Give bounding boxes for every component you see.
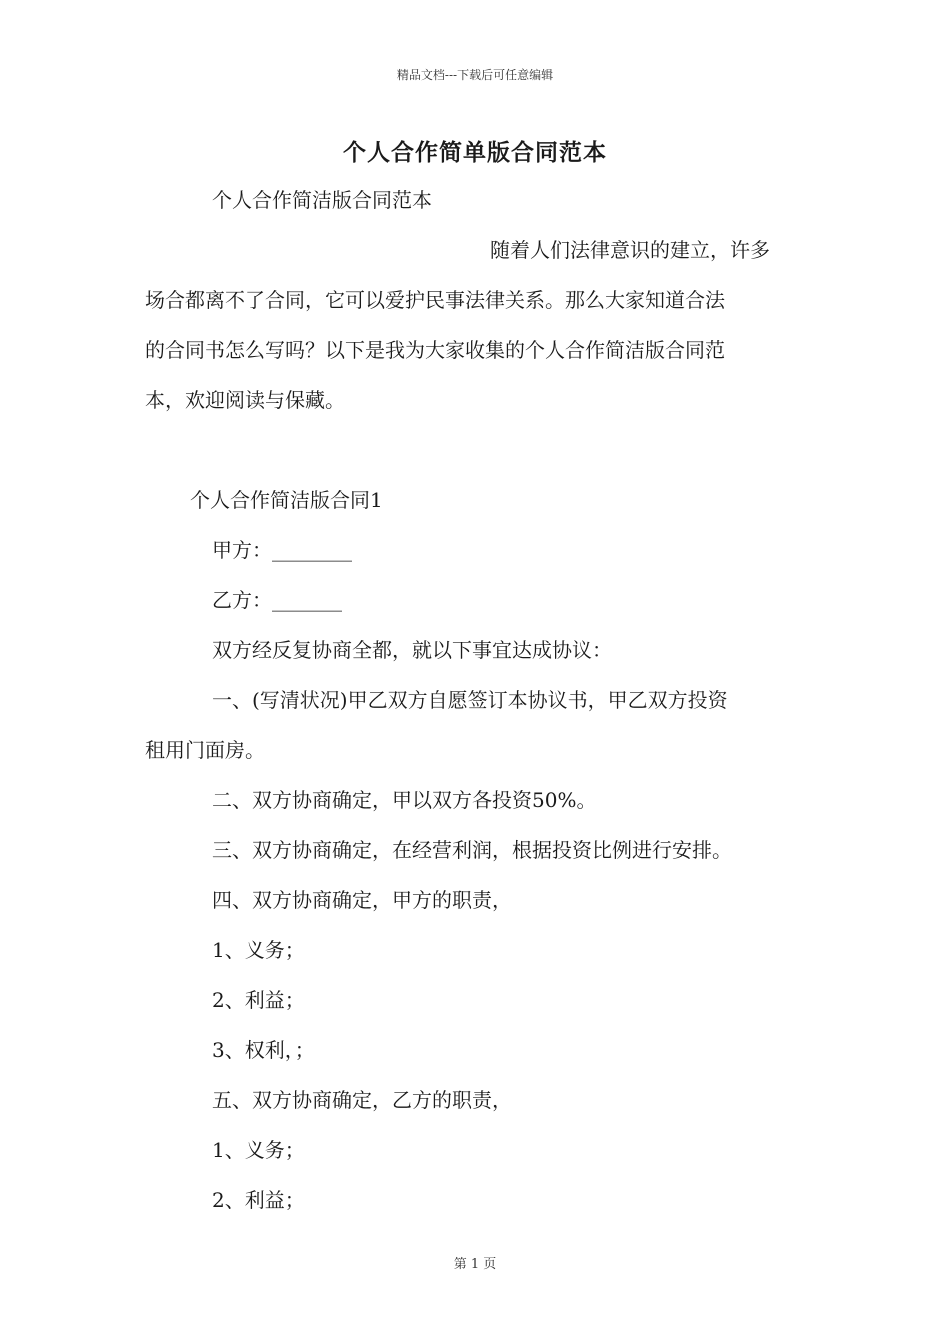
page-header: 精品文档---下载后可任意编辑 [396, 68, 554, 82]
intro-line-1: 随着人们法律意识的建立，许多 [490, 238, 770, 262]
document-title: 个人合作简单版合同范本 [343, 139, 607, 166]
document-subtitle: 个人合作简洁版合同范本 [212, 188, 432, 212]
intro-line-4: 本，欢迎阅读与保藏。 [145, 388, 345, 412]
clause-3: 三、双方协商确定，在经营利润，根据投资比例进行安排。 [212, 838, 732, 862]
clause-4: 四、双方协商确定，甲方的职责， [212, 888, 512, 912]
clause-1-line-2: 租用门面房。 [145, 738, 265, 762]
clause-4-item-2: 2、利益； [212, 988, 305, 1012]
clause-5-item-2: 2、利益； [212, 1188, 305, 1212]
agreement-intro: 双方经反复协商全都，就以下事宜达成协议： [212, 638, 612, 662]
page-number: 第 1 页 [453, 1257, 497, 1272]
clause-5-item-1: 1、义务； [212, 1138, 305, 1162]
clause-2: 二、双方协商确定，甲以双方各投资50%。 [212, 788, 597, 812]
section-heading: 个人合作简洁版合同1 [190, 488, 383, 512]
clause-5: 五、双方协商确定，乙方的职责， [212, 1088, 512, 1112]
clause-1-line-1: 一、(写清状况)甲乙双方自愿签订本协议书，甲乙双方投资 [212, 688, 728, 712]
party-b-line: 乙方：_______ [212, 588, 342, 612]
clause-4-item-1: 1、义务； [212, 938, 305, 962]
party-a-line: 甲方：________ [212, 538, 352, 562]
intro-line-3: 的合同书怎么写吗？以下是我为大家收集的个人合作简洁版合同范 [145, 338, 725, 362]
clause-4-item-3: 3、权利，； [212, 1038, 315, 1062]
intro-line-2: 场合都离不了合同，它可以爱护民事法律关系。那么大家知道合法 [145, 288, 725, 312]
